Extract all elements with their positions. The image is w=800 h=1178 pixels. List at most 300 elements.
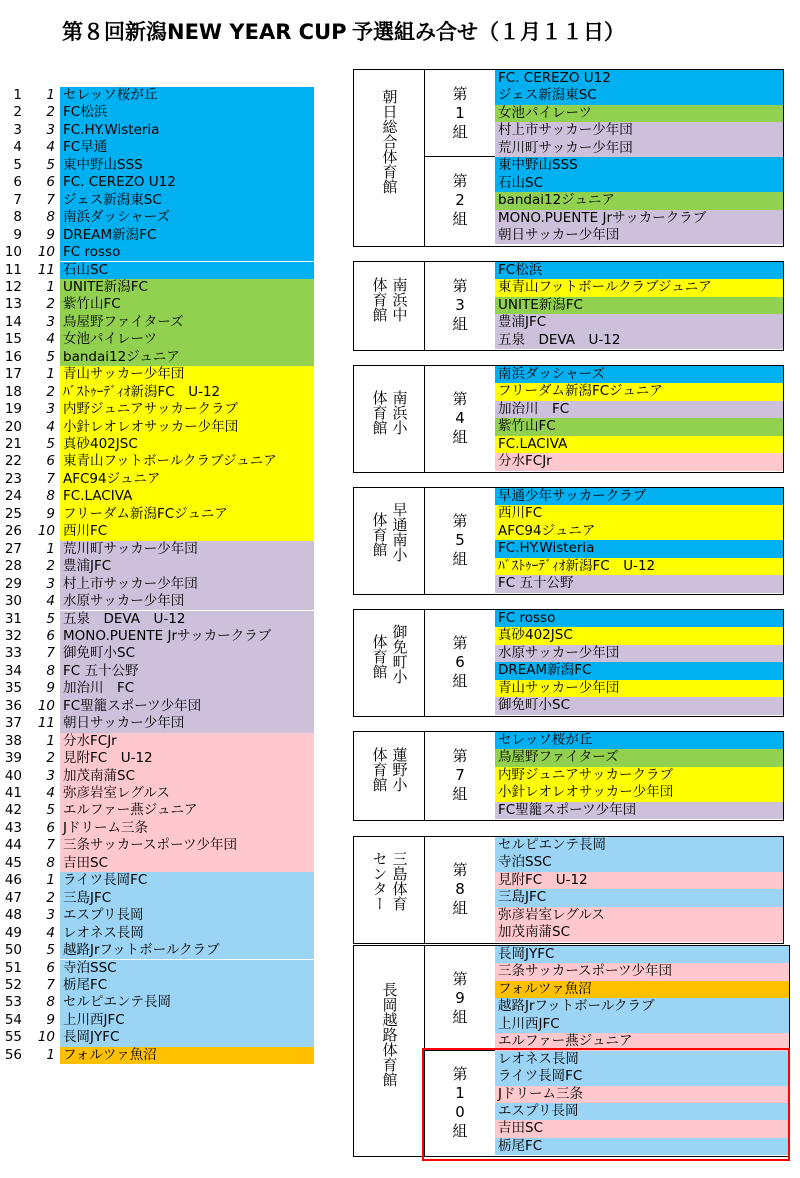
team-sub-number: 9: [46, 1011, 55, 1028]
group-team: FC松浜: [495, 262, 783, 279]
venue-name-text: 御免町小: [390, 623, 409, 684]
list-item: [0, 1029, 320, 1046]
venue-name-text: 三島体育: [390, 850, 409, 911]
team-number: 32: [4, 627, 22, 644]
list-item: [0, 331, 320, 348]
list-item: [0, 244, 320, 261]
team-number: 1: [13, 87, 22, 103]
venue-name-text: 朝日総合体育館: [380, 88, 399, 194]
team-name: 青山サッカー少年団: [60, 366, 314, 383]
team-number: 39: [4, 750, 22, 767]
team-sub-number: 7: [46, 191, 55, 208]
venue-name: [354, 70, 425, 246]
group-team: MONO.PUENTE Jrサッカークラブ: [495, 210, 783, 227]
list-item: [0, 122, 320, 139]
team-number: 6: [13, 174, 22, 191]
team-name: 鳥屋野ファイターズ: [60, 314, 314, 331]
team-name: 豊浦JFC: [60, 558, 314, 575]
team-sub-number: 4: [46, 139, 55, 156]
group-team: FC.HY.Wisteria: [495, 540, 783, 557]
team-name: 朝日サッカー少年団: [60, 715, 314, 732]
team-number: 19: [4, 401, 22, 418]
group-team: FC聖籠スポーツ少年団: [495, 802, 783, 819]
team-number: 11: [4, 261, 22, 278]
team-number: 56: [4, 1046, 22, 1063]
group-team: 朝日サッカー少年団: [495, 227, 783, 244]
team-sub-number: 3: [46, 907, 55, 924]
group-team: 内野ジュニアサッカークラブ: [495, 767, 783, 784]
venue-name-text: 蓮野小: [390, 747, 409, 793]
group-team: 栃尾FC: [495, 1138, 789, 1155]
venue-name-text: 体育館: [370, 511, 389, 557]
group-label-char: 5: [455, 530, 465, 549]
team-sub-number: 2: [46, 889, 55, 906]
group-team: 鳥屋野ファイターズ: [495, 749, 783, 766]
venue-name-text: 体育館: [370, 747, 389, 793]
group-team: セレッソ桜が丘: [495, 732, 783, 749]
team-sub-number: 9: [46, 505, 55, 522]
group-team: 上川西JFC: [495, 1016, 789, 1033]
list-item: [0, 890, 320, 907]
team-sub-number: 11: [37, 261, 55, 278]
team-name: セレッソ桜が丘: [60, 87, 314, 104]
team-name: 東青山フットボールクラブジュニア: [60, 453, 314, 470]
group-team: 豊浦JFC: [495, 314, 783, 331]
list-item: [0, 471, 320, 488]
team-name: 御免町小SC: [60, 645, 314, 662]
team-name: 寺泊SSC: [60, 960, 314, 977]
team-name: 見附FC U-12: [60, 750, 314, 767]
group-label-char: 組: [452, 210, 468, 229]
team-number: 40: [4, 767, 22, 784]
group-label-char: 第: [452, 85, 468, 104]
team-number: 35: [4, 680, 22, 697]
list-item: [0, 837, 320, 854]
group-team: FC rosso: [495, 610, 783, 627]
group-team: 越路Jrフットボールクラブ: [495, 998, 789, 1015]
group-label-char: 9: [455, 988, 465, 1007]
list-item: [0, 1047, 320, 1064]
venue-name-text: センター: [370, 850, 389, 911]
team-name: AFC94ジュニア: [60, 471, 314, 488]
group-team: 紫竹山FC: [495, 418, 783, 435]
team-number: 2: [13, 104, 22, 121]
team-number: 50: [4, 942, 22, 959]
team-name: 五泉 DEVA U-12: [60, 611, 314, 628]
list-item: [0, 663, 320, 680]
team-name: フォルツァ魚沼: [60, 1047, 314, 1064]
group-team: DREAM新潟FC: [495, 662, 783, 679]
team-name: 西川FC: [60, 523, 314, 540]
team-name: FC聖籠スポーツ少年団: [60, 698, 314, 715]
team-name: ﾊﾞｽﾄｩｰﾃﾞｨｵ新潟FC U-12: [60, 384, 314, 401]
group-teams: [495, 70, 783, 157]
group-label-char: 第: [452, 277, 468, 296]
team-name: エスプリ長岡: [60, 907, 314, 924]
group-label-char: 組: [452, 315, 468, 334]
team-sub-number: 8: [46, 994, 55, 1011]
list-item: [0, 942, 320, 959]
team-sub-number: 2: [46, 558, 55, 575]
team-sub-number: 9: [46, 226, 55, 243]
team-sub-number: 2: [46, 296, 55, 313]
group-team: 見附FC U-12: [495, 872, 783, 889]
team-name: 小針レオレオサッカー少年団: [60, 419, 314, 436]
team-number: 54: [4, 1011, 22, 1028]
team-number: 41: [4, 785, 22, 801]
group-label-char: 組: [452, 785, 468, 804]
venue-name-text: 長岡越路体育館: [380, 982, 399, 1088]
team-sub-number: 7: [46, 837, 55, 854]
list-item: [0, 785, 320, 802]
team-name: 紫竹山FC: [60, 296, 314, 313]
group-team: フリーダム新潟FCジュニア: [495, 383, 783, 400]
list-item: [0, 314, 320, 331]
team-name: 弥彦岩室レグルス: [60, 785, 314, 802]
group-label-char: 第: [452, 172, 468, 191]
venue-name-text: 体育館: [370, 633, 389, 679]
group-team: 小針レオレオサッカー少年団: [495, 784, 783, 801]
list-item: [0, 366, 320, 383]
team-sub-number: 8: [46, 854, 55, 871]
team-number: 28: [4, 558, 22, 575]
team-sub-number: 1: [46, 366, 55, 383]
venue-name-text: 早通南小: [390, 501, 409, 562]
team-number: 33: [4, 645, 22, 662]
team-sub-number: 6: [46, 819, 55, 836]
group-label: [425, 732, 495, 819]
list-item: [0, 1012, 320, 1029]
venue-name: [354, 488, 425, 594]
list-item: [0, 960, 320, 977]
group-team: UNITE新潟FC: [495, 297, 783, 314]
team-name: 分水FCJr: [60, 733, 314, 750]
list-item: [0, 750, 320, 767]
venue-block: [353, 261, 784, 351]
team-sub-number: 1: [46, 278, 55, 295]
group-team: 真砂402JSC: [495, 627, 783, 644]
group-team: 五泉 DEVA U-12: [495, 332, 783, 349]
team-sub-number: 8: [46, 488, 55, 505]
group-label-char: 6: [455, 652, 465, 671]
group-team: 加治川 FC: [495, 401, 783, 418]
team-sub-number: 8: [46, 662, 55, 679]
team-name: 越路Jrフットボールクラブ: [60, 942, 314, 959]
group-label-char: 7: [455, 766, 465, 785]
venue-name-text: 南浜小: [390, 389, 409, 435]
team-sub-number: 9: [46, 680, 55, 697]
group-teams: [495, 837, 783, 942]
list-item: [0, 227, 320, 244]
list-item: [0, 349, 320, 366]
venue-block: [353, 731, 784, 821]
team-sub-number: 4: [46, 331, 55, 348]
group-team: 女池パイレーツ: [495, 105, 783, 122]
group-team: 寺泊SSC: [495, 854, 783, 871]
team-name: 水原サッカー少年団: [60, 593, 314, 610]
team-name: 南浜ダッシャーズ: [60, 209, 314, 226]
team-name: セルピエンテ長岡: [60, 994, 314, 1011]
team-name: FC早通: [60, 139, 314, 156]
group-teams: [495, 946, 789, 1051]
team-number: 49: [4, 924, 22, 941]
team-number: 20: [4, 418, 22, 435]
team-number: 22: [4, 453, 22, 470]
group-team: 分水FCJr: [495, 453, 783, 470]
title-tournament: 第８回新潟NEW YEAR CUP: [62, 20, 347, 44]
list-item: [0, 157, 320, 174]
list-item: [0, 680, 320, 697]
list-item: [0, 401, 320, 418]
team-name: 女池パイレーツ: [60, 331, 314, 348]
group-label-char: 第: [452, 969, 468, 988]
venue-block: [353, 487, 784, 595]
list-item: [0, 611, 320, 628]
team-name: 加茂南蒲SC: [60, 768, 314, 785]
team-sub-number: 5: [46, 942, 55, 959]
group-team: ジェス新潟東SC: [495, 87, 783, 104]
list-item: [0, 907, 320, 924]
group-team: ﾊﾞｽﾄｩｰﾃﾞｨｵ新潟FC U-12: [495, 558, 783, 575]
team-name: 三条サッカースポーツ少年団: [60, 837, 314, 854]
team-name: UNITE新潟FC: [60, 279, 314, 296]
group-team: 南浜ダッシャーズ: [495, 366, 783, 383]
group-team: 荒川町サッカー少年団: [495, 140, 783, 157]
team-name: ジェス新潟東SC: [60, 192, 314, 209]
team-sub-number: 3: [46, 575, 55, 592]
list-item: [0, 645, 320, 662]
team-name: 上川西JFC: [60, 1012, 314, 1029]
group-team: 吉田SC: [495, 1120, 789, 1137]
list-item: [0, 506, 320, 523]
team-number: 30: [4, 593, 22, 610]
group-team: レオネス長岡: [495, 1051, 789, 1068]
team-name: 村上市サッカー少年団: [60, 576, 314, 593]
group-team: ライツ長岡FC: [495, 1068, 789, 1085]
venue-name-text: 体育館: [370, 389, 389, 435]
group-team: 水原サッカー少年団: [495, 645, 783, 662]
group-team: 西川FC: [495, 505, 783, 522]
group-teams: [495, 262, 783, 349]
team-number: 14: [4, 313, 22, 330]
team-sub-number: 7: [46, 470, 55, 487]
list-item: [0, 384, 320, 401]
team-number: 53: [4, 994, 22, 1011]
venue-name: [354, 946, 425, 1156]
team-number: 16: [4, 348, 22, 365]
page-title: [0, 16, 800, 52]
team-number: 26: [4, 523, 22, 540]
team-name: FC 五十公野: [60, 663, 314, 680]
venue-name: [354, 732, 425, 820]
team-sub-number: 6: [46, 453, 55, 470]
team-sub-number: 3: [46, 121, 55, 138]
group-team: bandai12ジュニア: [495, 192, 783, 209]
group-label-char: 第: [452, 633, 468, 652]
team-sub-number: 6: [46, 959, 55, 976]
group-label: [425, 366, 495, 471]
list-item: [0, 523, 320, 540]
team-number: 5: [13, 156, 22, 173]
team-sub-number: 3: [46, 767, 55, 784]
team-name: 内野ジュニアサッカークラブ: [60, 401, 314, 418]
group-team: 青山サッカー少年団: [495, 680, 783, 697]
team-name: 三島JFC: [60, 890, 314, 907]
team-number: 15: [4, 331, 22, 348]
team-name: DREAM新潟FC: [60, 227, 314, 244]
group-label-char: 第: [452, 747, 468, 766]
group-label-char: 組: [452, 123, 468, 142]
team-number: 31: [4, 610, 22, 627]
team-name: FC松浜: [60, 104, 314, 121]
list-item: [0, 174, 320, 191]
team-sub-number: 5: [46, 156, 55, 173]
group-label-char: 組: [452, 549, 468, 568]
group-team: 弥彦岩室レグルス: [495, 907, 783, 924]
group-label: [425, 488, 495, 593]
team-sub-number: 6: [46, 627, 55, 644]
team-sub-number: 2: [46, 104, 55, 121]
team-name: FC rosso: [60, 244, 314, 261]
team-name: 吉田SC: [60, 855, 314, 872]
list-item: [0, 279, 320, 296]
group-team: AFC94ジュニア: [495, 523, 783, 540]
team-name: MONO.PUENTE Jrサッカークラブ: [60, 628, 314, 645]
team-number: 38: [4, 732, 22, 749]
team-sub-number: 10: [37, 697, 55, 714]
team-number: 42: [4, 802, 22, 819]
team-number: 43: [4, 819, 22, 836]
venue-block: [353, 836, 784, 944]
team-sub-number: 7: [46, 645, 55, 662]
team-sub-number: 8: [46, 209, 55, 226]
list-item: [0, 209, 320, 226]
team-sub-number: 4: [46, 785, 55, 801]
team-sub-number: 1: [46, 1046, 55, 1063]
list-item: [0, 139, 320, 156]
group-teams: [495, 732, 783, 819]
team-name: Jドリーム三条: [60, 820, 314, 837]
team-name: 東中野山SSS: [60, 157, 314, 174]
group-label-char: 1: [455, 1084, 465, 1103]
team-sub-number: 4: [46, 418, 55, 435]
group-team: エスプリ長岡: [495, 1103, 789, 1120]
list-item: [0, 453, 320, 470]
team-number: 24: [4, 488, 22, 505]
group-team: FC. CEREZO U12: [495, 70, 783, 87]
venue-name-text: 南浜中: [390, 277, 409, 323]
team-number: 17: [4, 366, 22, 383]
team-sub-number: 4: [46, 593, 55, 610]
team-name: 加治川 FC: [60, 680, 314, 697]
group-teams: [495, 157, 783, 244]
team-number: 36: [4, 697, 22, 714]
team-number: 12: [4, 278, 22, 295]
venue-name: [354, 262, 425, 350]
list-item: [0, 977, 320, 994]
group-team: 東青山フットボールクラブジュニア: [495, 279, 783, 296]
group-team: 東中野山SSS: [495, 157, 783, 174]
group-team: 三条サッカースポーツ少年団: [495, 963, 789, 980]
venue-name: [354, 366, 425, 472]
list-item: [0, 698, 320, 715]
team-number: 37: [4, 715, 22, 732]
group-label-char: 組: [452, 427, 468, 446]
team-number: 18: [4, 383, 22, 400]
group-label: [425, 946, 495, 1051]
team-name: フリーダム新潟FCジュニア: [60, 506, 314, 523]
list-item: [0, 733, 320, 750]
team-sub-number: 3: [46, 313, 55, 330]
team-number: 51: [4, 959, 22, 976]
venue-name-text: 体育館: [370, 277, 389, 323]
group-team: 加茂南蒲SC: [495, 924, 783, 941]
list-item: [0, 628, 320, 645]
group-label-char: 4: [455, 408, 465, 427]
list-item: [0, 820, 320, 837]
team-sub-number: 1: [46, 872, 55, 889]
group-label-char: 0: [455, 1103, 465, 1122]
group-label-char: 第: [452, 1065, 468, 1084]
group-label-char: 第: [452, 860, 468, 879]
team-sub-number: 5: [46, 802, 55, 819]
list-item: [0, 855, 320, 872]
group-team: フォルツァ魚沼: [495, 981, 789, 998]
team-name: FC.HY.Wisteria: [60, 122, 314, 139]
team-sub-number: 1: [46, 540, 55, 557]
group-label-char: 8: [455, 879, 465, 898]
group-team: 早通少年サッカークラブ: [495, 488, 783, 505]
list-item: [0, 488, 320, 505]
group-label: [425, 610, 495, 715]
group-label-char: 1: [455, 104, 465, 123]
team-sub-number: 5: [46, 610, 55, 627]
group-teams: [495, 488, 783, 593]
team-number: 23: [4, 470, 22, 487]
list-item: [0, 715, 320, 732]
group-label-char: 3: [455, 296, 465, 315]
team-sub-number: 1: [46, 87, 55, 103]
group-team: 長岡JYFC: [495, 946, 789, 963]
team-number: 47: [4, 889, 22, 906]
team-sub-number: 3: [46, 401, 55, 418]
group-label-char: 2: [455, 191, 465, 210]
team-name: 長岡JYFC: [60, 1029, 314, 1046]
team-number: 45: [4, 854, 22, 871]
team-name: 荒川町サッカー少年団: [60, 541, 314, 558]
team-number: 27: [4, 540, 22, 557]
team-number: 34: [4, 662, 22, 679]
team-name: 栃尾FC: [60, 977, 314, 994]
team-sub-number: 5: [46, 436, 55, 452]
group-label-char: 第: [452, 389, 468, 408]
team-name: ライツ長岡FC: [60, 872, 314, 889]
list-item: [0, 87, 320, 104]
group-label-char: 組: [452, 671, 468, 690]
team-number: 13: [4, 296, 22, 313]
list-item: [0, 262, 320, 279]
group-team: FC.LACIVA: [495, 436, 783, 453]
team-number: 48: [4, 907, 22, 924]
group-team: 御免町小SC: [495, 697, 783, 714]
group-label-char: 第: [452, 511, 468, 530]
team-name: bandai12ジュニア: [60, 349, 314, 366]
team-sub-number: 10: [37, 523, 55, 540]
group-label-char: 組: [452, 1007, 468, 1026]
list-item: [0, 296, 320, 313]
group-team: セルピエンテ長岡: [495, 837, 783, 854]
group-label: [425, 70, 495, 157]
